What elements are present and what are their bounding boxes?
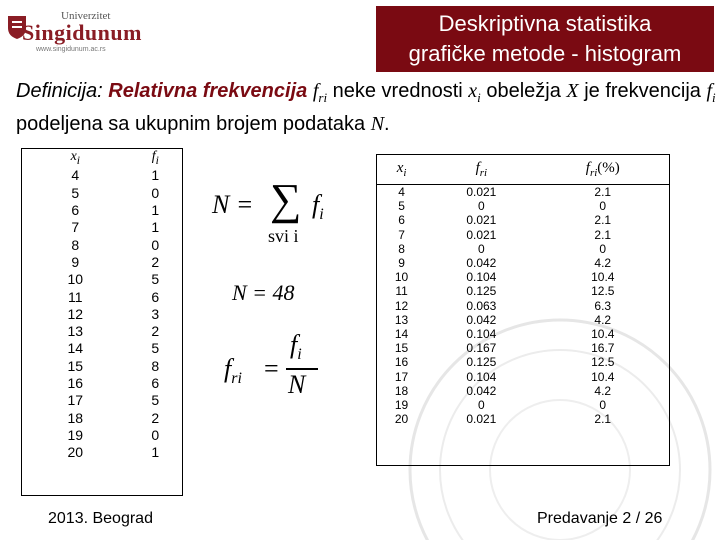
cell-xi: 15 — [394, 341, 409, 356]
cell-fi: 5 — [151, 392, 160, 409]
table-row — [377, 412, 669, 426]
cell-fri: 0.104 — [466, 369, 497, 384]
title-line-1: Deskriptivna statistika — [438, 11, 652, 36]
table-row — [22, 357, 182, 374]
cell-xi: 10 — [394, 270, 409, 285]
header-fri: $f_{ri}$ — [426, 155, 536, 185]
cell-fi: 5 — [151, 340, 160, 357]
table-row — [22, 340, 182, 357]
cell-xi: 17 — [67, 392, 84, 409]
cell-fri-percent: 6.3 — [594, 298, 612, 313]
cell-fri: 0.042 — [466, 312, 497, 327]
cell-xi: 16 — [394, 355, 409, 370]
sum-lhs: N = — [212, 190, 254, 219]
sym-x: x — [468, 80, 478, 102]
cell-fri-percent: 4.2 — [594, 383, 612, 398]
cell-fri: 0 — [477, 241, 485, 256]
cell-xi: 8 — [398, 241, 405, 256]
definition-t1: neke vrednosti — [332, 80, 463, 102]
table-row — [22, 305, 182, 322]
definition-t5: . — [384, 113, 390, 135]
definition-label: Definicija: — [16, 80, 103, 102]
sym-f-sub: ri — [318, 90, 328, 105]
logo-name: Singidunum — [22, 20, 142, 45]
cell-fri-percent: 4.2 — [594, 312, 612, 327]
cell-xi: 6 — [71, 202, 80, 219]
cell-xi: 12 — [67, 305, 84, 322]
header-xi: $x_i$ — [377, 155, 426, 185]
cell-fri-percent: 12.5 — [591, 284, 615, 299]
cell-xi: 11 — [68, 288, 83, 305]
cell-fri: 0.063 — [466, 298, 497, 313]
title-line-2: grafičke metode - histogram — [408, 41, 682, 66]
sum-f: $f_i$ — [312, 190, 324, 224]
table-row — [377, 242, 669, 256]
cell-fri-percent: 0 — [599, 397, 607, 412]
cell-xi: 5 — [398, 199, 405, 214]
definition-text — [16, 78, 716, 138]
cell-fri: 0.021 — [466, 412, 497, 427]
table-row — [377, 299, 669, 313]
cell-fri: 0 — [477, 199, 485, 214]
table-row — [377, 327, 669, 341]
cell-xi: 13 — [394, 312, 409, 327]
table-row — [22, 184, 182, 201]
cell-xi: 4 — [71, 167, 80, 184]
table-row — [22, 409, 182, 426]
cell-fri-percent: 0 — [599, 241, 607, 256]
logo-url: www.singidunum.ac.rs — [36, 46, 106, 53]
table-row — [22, 167, 182, 184]
cell-xi: 7 — [71, 219, 80, 236]
cell-fri: 0.125 — [466, 355, 497, 370]
cell-xi: 4 — [398, 185, 405, 200]
table-row — [377, 384, 669, 398]
cell-xi: 18 — [67, 409, 84, 426]
cell-fri-percent: 12.5 — [591, 355, 615, 370]
cell-fri-percent: 10.4 — [591, 270, 615, 285]
cell-fi: 5 — [151, 271, 160, 288]
table-row — [22, 374, 182, 391]
cell-fi: 8 — [151, 357, 160, 374]
cell-xi: 19 — [67, 426, 84, 443]
cell-fri: 0 — [477, 397, 485, 412]
relative-frequency-table — [376, 154, 670, 466]
cell-fri-percent: 0 — [599, 199, 607, 214]
footer-slide-number: Predavanje 2 / 26 — [537, 510, 663, 527]
table-row — [22, 444, 182, 461]
formula-sum — [212, 175, 352, 248]
cell-xi: 19 — [394, 397, 409, 412]
cell-fri: 0.104 — [466, 270, 497, 285]
frac-num: $f_i$ — [290, 330, 302, 364]
cell-xi: 8 — [71, 236, 80, 253]
header-xi: $x_i$ — [70, 149, 81, 167]
table-row — [377, 284, 669, 298]
frequency-table — [21, 148, 183, 496]
footer-location-year: 2013. Beograd — [48, 510, 153, 527]
table-row — [377, 228, 669, 242]
cell-xi: 20 — [394, 412, 409, 427]
cell-xi: 10 — [67, 271, 84, 288]
formula-n-value: N = 48 — [232, 280, 295, 305]
cell-fri-percent: 2.1 — [594, 412, 612, 427]
cell-fri-percent: 2.1 — [594, 213, 612, 228]
table-row — [22, 392, 182, 409]
frac-den: N — [288, 370, 306, 399]
cell-fi: 1 — [151, 444, 160, 461]
cell-fri-percent: 10.4 — [591, 369, 615, 384]
cell-fri: 0.042 — [466, 256, 497, 271]
table-row — [377, 398, 669, 412]
cell-xi: 14 — [67, 340, 84, 357]
table-row — [22, 236, 182, 253]
cell-fri: 0.021 — [466, 227, 497, 242]
table-row — [377, 355, 669, 369]
definition-t2: obeležja — [486, 80, 561, 102]
cell-fri: 0.042 — [466, 383, 497, 398]
table-row — [22, 288, 182, 305]
cell-xi: 16 — [67, 375, 84, 391]
table-row — [22, 219, 182, 236]
sym-N: N — [370, 113, 385, 135]
header-fi: $f_i$ — [151, 149, 159, 167]
cell-xi: 13 — [67, 323, 84, 340]
cell-xi: 17 — [394, 369, 409, 384]
frac-eq: = — [264, 354, 279, 383]
cell-fri: 0.125 — [466, 284, 497, 299]
sym-fi: f — [706, 80, 713, 102]
slide-title — [376, 6, 714, 72]
sum-under: svi i — [268, 226, 299, 246]
cell-xi: 15 — [67, 357, 84, 374]
table-row — [377, 185, 669, 200]
cell-fri-percent: 2.1 — [594, 227, 612, 242]
definition-t4: podeljena sa ukupnim brojem podataka — [16, 113, 366, 135]
cell-fi: 0 — [151, 426, 160, 443]
header-fri-percent: $f_{ri}(\%)$ — [537, 155, 669, 185]
cell-fri: 0.104 — [466, 326, 497, 341]
table-row — [377, 313, 669, 327]
cell-fri-percent: 10.4 — [591, 326, 615, 341]
cell-xi: 5 — [71, 184, 80, 201]
cell-fi: 2 — [151, 323, 160, 340]
university-logo — [6, 8, 142, 54]
cell-xi: 12 — [394, 298, 409, 313]
definition-t3: je frekvencija — [584, 80, 701, 102]
cell-xi: 9 — [71, 253, 80, 270]
cell-xi: 14 — [394, 326, 409, 341]
table-row — [377, 341, 669, 355]
sym-f: f — [312, 80, 319, 102]
table-row — [377, 256, 669, 270]
cell-fri-percent: 16.7 — [591, 341, 615, 356]
cell-xi: 20 — [67, 444, 84, 461]
cell-xi: 6 — [398, 213, 405, 228]
table-row — [22, 322, 182, 339]
cell-fri-percent: 4.2 — [594, 256, 612, 271]
definition-term: Relativna frekvencija — [108, 80, 308, 102]
frac-lhs: $f_{ri}$ — [224, 354, 242, 388]
logo-university-text: Univerzitet — [61, 10, 111, 22]
cell-fi: 1 — [151, 202, 160, 219]
cell-fri-percent: 2.1 — [594, 185, 612, 200]
cell-xi: 11 — [395, 284, 408, 299]
cell-fi: 0 — [151, 236, 160, 253]
table-row — [377, 213, 669, 227]
sym-fi-sub: i — [712, 90, 716, 105]
table-row — [22, 271, 182, 288]
sym-x-sub: i — [477, 90, 481, 105]
cell-fri: 0.021 — [466, 185, 497, 200]
cell-fri: 0.021 — [466, 213, 497, 228]
table-row — [22, 253, 182, 270]
cell-xi: 7 — [398, 227, 405, 242]
sigma-icon: ∑ — [270, 175, 302, 224]
sym-X: X — [566, 80, 579, 102]
cell-fi: 6 — [151, 288, 160, 305]
table-row — [22, 201, 182, 218]
table-row — [22, 426, 182, 443]
cell-fi: 1 — [151, 219, 160, 236]
cell-fi: 6 — [151, 375, 160, 391]
cell-fi: 1 — [151, 167, 160, 184]
cell-fi: 2 — [151, 409, 160, 426]
cell-xi: 9 — [398, 256, 405, 271]
cell-fi: 0 — [151, 184, 160, 201]
cell-fi: 2 — [151, 253, 160, 270]
cell-xi: 18 — [394, 383, 409, 398]
formula-fraction — [224, 330, 344, 410]
cell-fi: 3 — [151, 305, 160, 322]
table-row — [377, 199, 669, 213]
table-row — [377, 270, 669, 284]
cell-fri: 0.167 — [466, 341, 497, 356]
table-row — [377, 369, 669, 383]
